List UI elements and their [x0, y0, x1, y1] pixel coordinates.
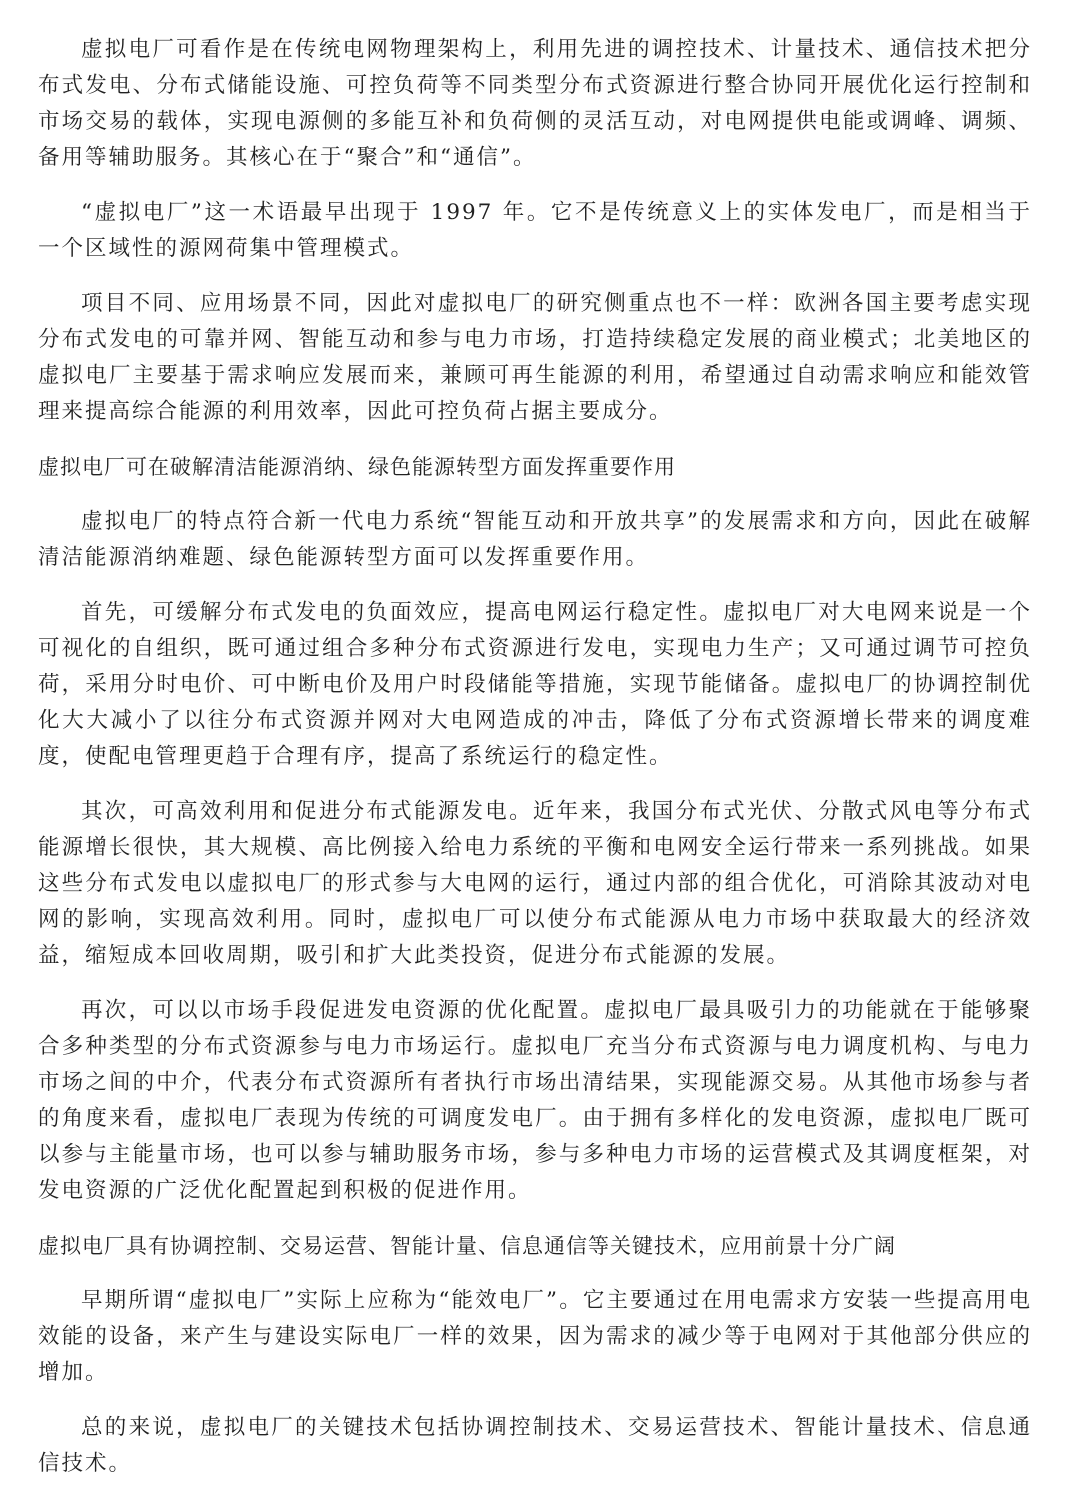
paragraph-first-point: 首先，可缓解分布式发电的负面效应，提高电网运行稳定性。虚拟电厂对大电网来说是一个可视化的自组织，既可通过组合多种分布式资源进行发电，实现电力生产；又可通过调节可控负荷，采用分时电价、可中断电价及用户时段储能等措施，实现节能储备。虚拟电厂的协调控制优化大大减小了以往分布式资源并网对大电网造成的冲击，降低了分布式资源增长带来的调度难度，使配电管理更趋于合理有序，提高了系统运行的稳定性。	[38, 600, 1032, 769]
paragraph-early-concept: 早期所谓“虚拟电厂”实际上应称为“能效电厂”。它主要通过在用电需求方安装一些提高用电效能的设备，来产生与建设实际电厂一样的效果，因为需求的减少等于电网对于其他部分供应的增加。	[38, 1288, 1032, 1385]
paragraph-term-origin: “虚拟电厂”这一术语最早出现于 1997 年。它不是传统意义上的实体发电厂，而是相当于一个区域性的源网荷集中管理模式。	[38, 200, 1032, 261]
paragraph-summary: 总的来说，虚拟电厂的关键技术包括协调控制技术、交易运营技术、智能计量技术、信息通信技术。	[38, 1415, 1032, 1476]
paragraph-definition: 虚拟电厂可看作是在传统电网物理架构上，利用先进的调控技术、计量技术、通信技术把分布式发电、分布式储能设施、可控负荷等不同类型分布式资源进行整合协同开展优化运行控制和市场交易的载体，实现电源侧的多能互补和负荷侧的灵活互动，对电网提供电能或调峰、调频、备用等辅助服务。其核心在于“聚合”和“通信”。	[38, 37, 1032, 170]
paragraph-third-point: 再次，可以以市场手段促进发电资源的优化配置。虚拟电厂最具吸引力的功能就在于能够聚合多种类型的分布式资源参与电力市场运行。虚拟电厂充当分布式资源与电力调度机构、与电力市场之间的中介，代表分布式资源所有者执行市场出清结果，实现能源交易。从其他市场参与者的角度来看，虚拟电厂表现为传统的可调度发电厂。由于拥有多样化的发电资源，虚拟电厂既可以参与主能量市场，也可以参与辅助服务市场，参与多种电力市场的运营模式及其调度框架，对发电资源的广泛优化配置起到积极的促进作用。	[38, 998, 1032, 1203]
section-heading-role: 虚拟电厂可在破解清洁能源消纳、绿色能源转型方面发挥重要作用	[38, 455, 676, 479]
paragraph-regional-focus: 项目不同、应用场景不同，因此对虚拟电厂的研究侧重点也不一样：欧洲各国主要考虑实现分布式发电的可靠并网、智能互动和参与电力市场，打造持续稳定发展的商业模式；北美地区的虚拟电厂主要基于需求响应发展而来，兼顾可再生能源的利用，希望通过自动需求响应和能效管理来提高综合能源的利用效率，因此可控负荷占据主要成分。	[38, 291, 1032, 424]
section-heading-key-technologies: 虚拟电厂具有协调控制、交易运营、智能计量、信息通信等关键技术，应用前景十分广阔	[38, 1234, 896, 1258]
paragraph-characteristics: 虚拟电厂的特点符合新一代电力系统“智能互动和开放共享”的发展需求和方向，因此在破解清洁能源消纳难题、绿色能源转型方面可以发挥重要作用。	[38, 509, 1032, 570]
article-body	[38, 32, 1032, 1501]
paragraph-second-point: 其次，可高效利用和促进分布式能源发电。近年来，我国分布式光伏、分散式风电等分布式能源增长很快，其大规模、高比例接入给电力系统的平衡和电网安全运行带来一系列挑战。如果这些分布式发电以虚拟电厂的形式参与大电网的运行，通过内部的组合优化，可消除其波动对电网的影响，实现高效利用。同时，虚拟电厂可以使分布式能源从电力市场中获取最大的经济效益，缩短成本回收周期，吸引和扩大此类投资，促进分布式能源的发展。	[38, 799, 1032, 968]
